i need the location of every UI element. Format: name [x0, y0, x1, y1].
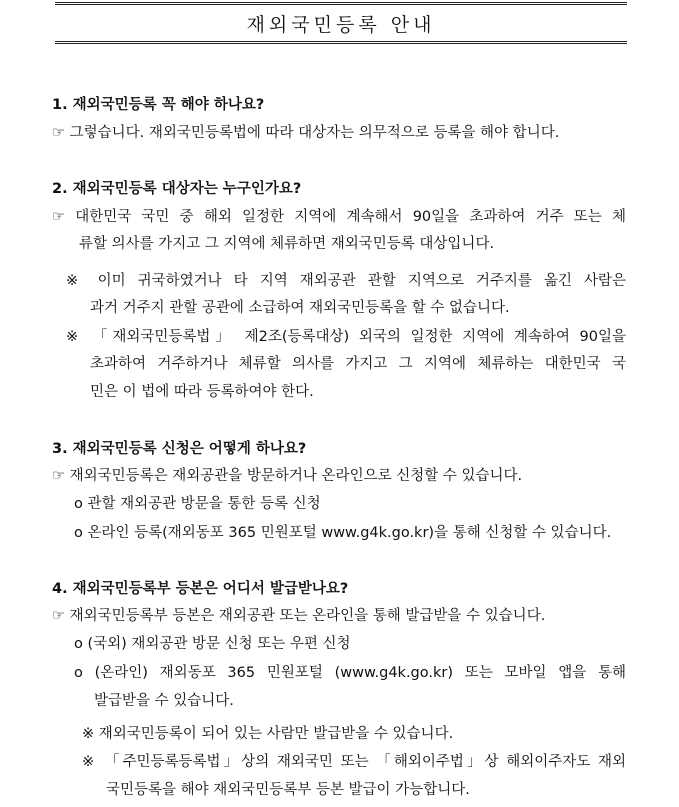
question-3-item-1: o 관할 재외공관 방문을 통한 등록 신청 [74, 496, 321, 512]
question-4-heading: 4. 재외국민등록부 등본은 어디서 발급받나요? [52, 581, 349, 597]
question-2-answer-line-1: ☞ 대한민국 국민 중 해외 일정한 지역에 계속해서 90일을 초과하여 거주 또는 체 [52, 209, 626, 225]
question-2-note-1-line-2: 과거 거주지 관할 공관에 소급하여 재외국민등록을 할 수 없습니다. [90, 300, 510, 316]
question-4-item-2-line-1: o (온라인) 재외동포 365 민원포털 (www.g4k.go.kr) 또는 모바일 앱을 통해 [74, 665, 626, 681]
question-1-heading: 1. 재외국민등록 꼭 해야 하나요? [52, 97, 265, 113]
question-4-answer: ☞ 재외국민등록부 등본은 재외공관 또는 온라인을 통해 발급받을 수 있습니다. [52, 608, 546, 624]
question-4-note-1: ※ 재외국민등록이 되어 있는 사람만 발급받을 수 있습니다. [82, 726, 454, 742]
question-4-item-2-line-2: 발급받을 수 있습니다. [94, 693, 234, 709]
question-2-note-2-line-3: 민은 이 법에 따라 등록하여야 한다. [90, 384, 314, 400]
question-2-note-2-line-1: ※ 「재외국민등록법」 제2조(등록대상) 외국의 일정한 지역에 계속하여 90일을 [66, 329, 626, 345]
question-3-heading: 3. 재외국민등록 신청은 어떻게 하나요? [52, 441, 307, 457]
question-4-note-2-line-1: ※ 「주민등록등록법」상의 재외국민 또는 「해외이주법」상 해외이주자도 재외 [82, 754, 626, 770]
question-3-answer: ☞ 재외국민등록은 재외공관을 방문하거나 온라인으로 신청할 수 있습니다. [52, 468, 523, 484]
page-title-box [55, 2, 627, 44]
question-2-answer-line-2: 류할 의사를 가지고 그 지역에 체류하면 재외국민등록 대상입니다. [79, 236, 495, 252]
question-3-item-2: o 온라인 등록(재외동포 365 민원포털 www.g4k.go.kr)을 통해 신청할 수 있습니다. [74, 525, 612, 541]
question-1-answer: ☞ 그렇습니다. 재외국민등록법에 따라 대상자는 의무적으로 등록을 해야 합니다. [52, 125, 560, 141]
page-title: 재외국민등록 안내 [246, 13, 436, 36]
question-4-note-2-line-2: 국민등록을 해야 재외국민등록부 등본 발급이 가능합니다. [106, 782, 470, 798]
question-2-note-2-line-2: 초과하여 거주하거나 체류할 의사를 가지고 그 지역에 체류하는 대한민국 국 [90, 356, 626, 372]
question-2-note-1-line-1: ※ 이미 귀국하였거나 타 지역 재외공관 관할 지역으로 거주지를 옮긴 사람은 [66, 273, 626, 289]
question-4-item-1: o (국외) 재외공관 방문 신청 또는 우편 신청 [74, 636, 351, 652]
question-2-heading: 2. 재외국민등록 대상자는 누구인가요? [52, 181, 302, 197]
